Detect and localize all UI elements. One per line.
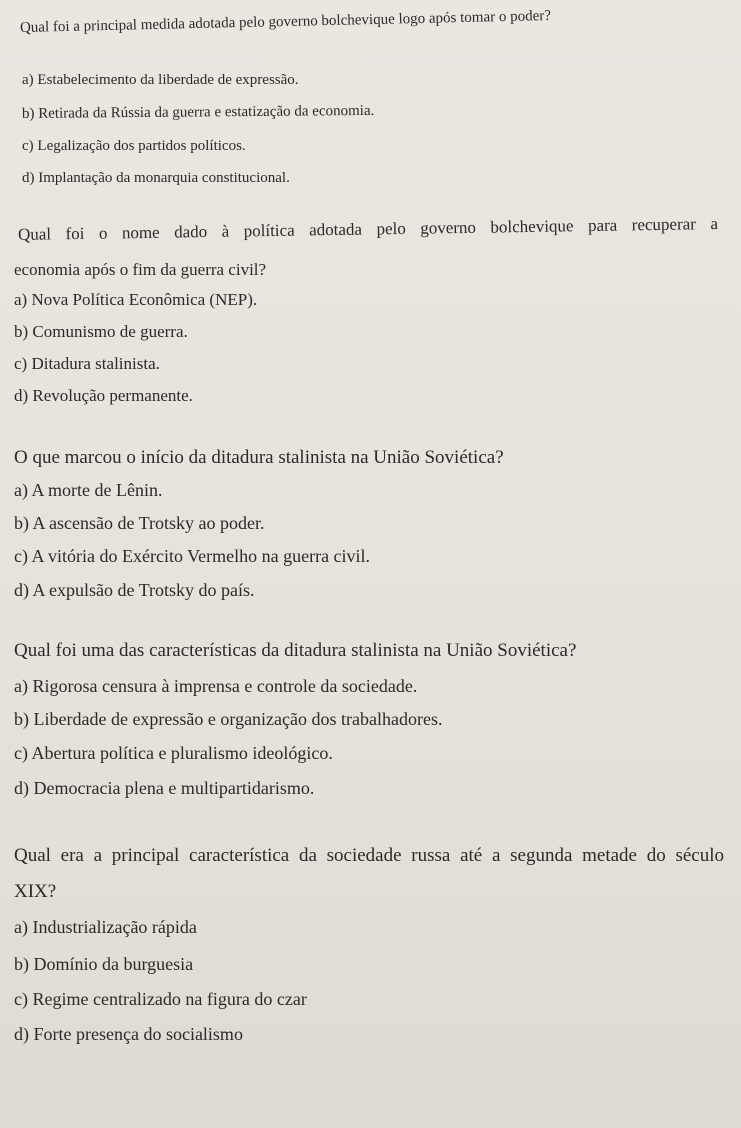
- option-a: a) A morte de Lênin.: [14, 480, 163, 500]
- option-b: b) Liberdade de expressão e organização dos trabalhadores.: [14, 709, 443, 729]
- question-stem: Qual foi a principal medida adotada pelo governo bolchevique logo após tomar o poder?: [19, 7, 552, 36]
- option-a: a) Rigorosa censura à imprensa e controle da sociedade.: [14, 676, 418, 696]
- option-c: c) A vitória do Exército Vermelho na guerra civil.: [14, 546, 371, 566]
- option-a: a) Industrialização rápida: [14, 917, 197, 937]
- question-stem-line-2: economia após o fim da guerra civil?: [14, 260, 267, 279]
- option-c: c) Ditadura stalinista.: [14, 354, 160, 373]
- option-a: a) Nova Política Econômica (NEP).: [14, 290, 258, 309]
- option-c: c) Legalização dos partidos políticos.: [22, 138, 246, 154]
- option-b: b) Retirada da Rússia da guerra e estatização da economia.: [21, 102, 375, 122]
- option-b: b) Domínio da burguesia: [14, 954, 194, 974]
- option-c: c) Regime centralizado na figura do czar: [14, 989, 307, 1009]
- option-d: d) Revolução permanente.: [14, 386, 193, 405]
- option-b: b) A ascensão de Trotsky ao poder.: [14, 513, 265, 533]
- option-b: b) Comunismo de guerra.: [14, 322, 188, 341]
- option-d: d) A expulsão de Trotsky do país.: [14, 580, 255, 600]
- question-stem-line-1: Qual foi o nome dado à política adotada pelo governo bolchevique para recuperar a: [17, 214, 719, 244]
- question-stem-line-2: XIX?: [14, 881, 57, 902]
- option-c: c) Abertura política e pluralismo ideológico.: [14, 743, 333, 763]
- question-stem: Qual foi uma das características da ditadura stalinista na União Soviética?: [14, 640, 577, 661]
- option-d: d) Democracia plena e multipartidarismo.: [14, 778, 315, 798]
- option-a: a) Estabelecimento da liberdade de expressão.: [22, 72, 299, 88]
- option-d: d) Forte presença do socialismo: [14, 1024, 243, 1044]
- option-d: d) Implantação da monarquia constitucional.: [22, 170, 290, 186]
- question-stem-line-1: Qual era a principal característica da sociedade russa até a segunda metade do século: [14, 845, 724, 866]
- question-stem: O que marcou o início da ditadura stalinista na União Soviética?: [14, 447, 504, 468]
